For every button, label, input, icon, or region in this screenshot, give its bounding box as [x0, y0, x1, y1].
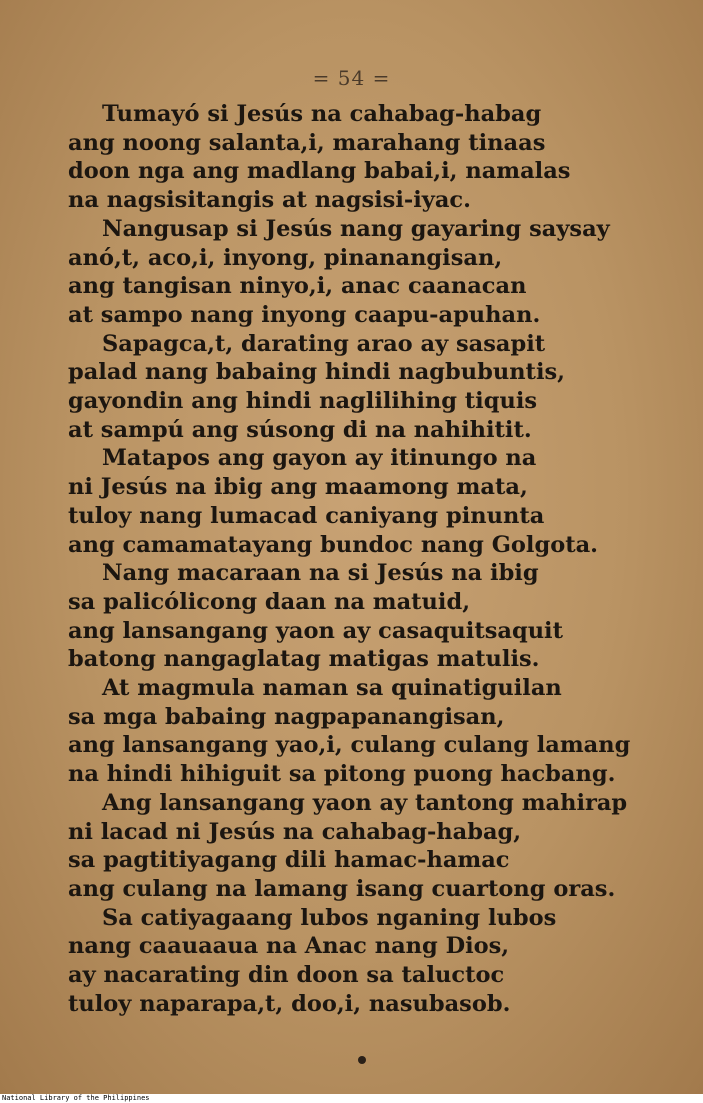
verse-line: at sampo nang inyong caapu-apuhan.: [68, 301, 541, 328]
verse-line: sa pagtitiyagang dili hamac-hamac: [68, 847, 510, 874]
verse-line: Nang macaraan na si Jesús na ibig: [102, 560, 539, 587]
verse-line: tuloy nang lumacad caniyang pinunta: [68, 502, 545, 529]
verse-line: sa mga babaing nagpapanangisan,: [68, 703, 505, 730]
bullet-ornament-icon: [358, 1056, 366, 1064]
verse-line: Ang lansangang yaon ay tantong mahirap: [102, 789, 628, 816]
stanza: [68, 215, 663, 330]
page-number: = 54 =: [312, 66, 391, 90]
stanza: [68, 100, 663, 215]
verse-line: ay nacarating din doon sa taluctoc: [68, 962, 505, 989]
verse-line: at sampú ang súsong di na nahihitit.: [68, 416, 532, 443]
verse-line: ni Jesús na ibig ang maamong mata,: [68, 474, 528, 501]
stanza: [68, 904, 663, 1019]
verse-line: ang noong salanta,i, marahang tinaas: [68, 129, 546, 156]
verse-line: ang camamatayang bundoc nang Golgota.: [68, 531, 599, 558]
verse-line: ni lacad ni Jesús na cahabag-habag,: [68, 818, 522, 845]
verse-line: doon nga ang madlang babai,i, namalas: [68, 158, 571, 185]
library-credit: National Library of the Philippines: [0, 1094, 703, 1103]
verse-line: palad nang babaing hindi nagbubuntis,: [68, 359, 565, 386]
verse-line: ang lansangang yaon ay casaquitsaquit: [68, 617, 563, 644]
stanza: [68, 444, 663, 559]
verse-line: Tumayó si Jesús na cahabag-habag: [102, 101, 542, 127]
verse-line: Sa catiyagaang lubos nganing lubos: [102, 904, 557, 931]
verse-line: nang caauaaua na Anac nang Dios,: [68, 933, 510, 960]
stanza: [68, 559, 663, 674]
verse-line: na hindi hihiguit sa pitong puong hacbang.: [68, 761, 616, 788]
verse-line: Matapos ang gayon ay itinungo na: [102, 445, 537, 472]
verse-line: Nangusap si Jesús nang gayaring saysay: [102, 215, 610, 242]
verse-line: gayondin ang hindi naglilihing tiquis: [68, 388, 538, 415]
poem-text: [68, 100, 663, 1019]
verse-line: sa palicólicong daan na matuid,: [68, 588, 471, 615]
stanza: [68, 674, 663, 789]
verse-line: anó,t, aco,i, inyong, pinanangisan,: [68, 244, 503, 271]
verse-line: Sapagca,t, darating arao ay sasapit: [102, 330, 546, 357]
stanza: [68, 789, 663, 904]
verse-line: tuloy naparapa,t, doo,i, nasubasob.: [68, 990, 511, 1017]
verse-line: na nagsisitangis at nagsisi-iyac.: [68, 187, 471, 214]
verse-line: ang tangisan ninyo,i, anac caanacan: [68, 273, 527, 300]
verse-line: ang culang na lamang isang cuartong oras.: [68, 875, 616, 902]
verse-line: ang lansangang yao,i, culang culang lamang: [68, 732, 631, 759]
stanza: [68, 330, 663, 445]
verse-line: At magmula naman sa quinatiguilan: [102, 675, 562, 702]
verse-line: batong nangaglatag matigas matulis.: [68, 646, 540, 673]
